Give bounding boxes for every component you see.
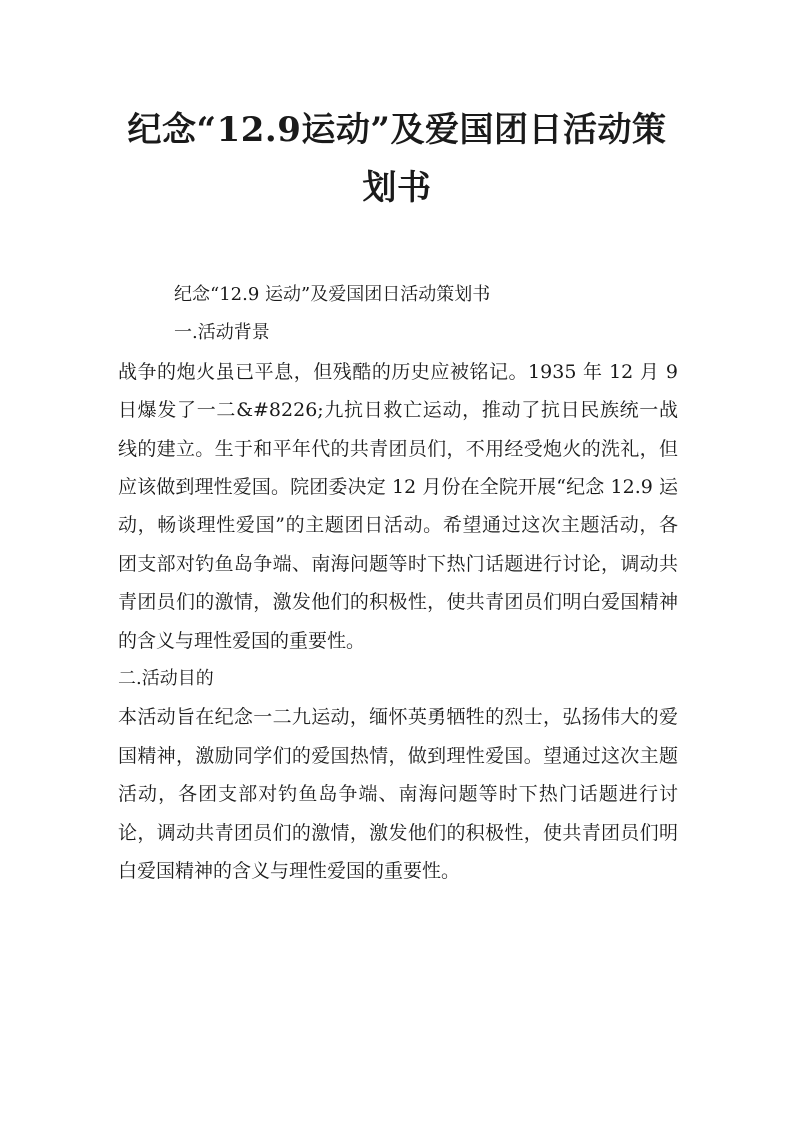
document-subtitle: 纪念“12.9 运动”及爱国团日活动策划书 — [174, 284, 491, 305]
section-2-paragraph: 本活动旨在纪念一二九运动，缅怀英勇牺牲的烈士，弘扬伟大的爱国精神，激励同学们的爱国热情，做到理性爱国。望通过这次主题活动，各团支部对钓鱼岛争端、南海问题等时下热门话题进行讨论，调动共青团员们的激情，激发他们的积极性，使共青团员们明白爱国精神的含义与理性爱国的重要性。 — [118, 706, 678, 883]
section-2-heading: 二.活动目的 — [118, 668, 214, 690]
section-1-paragraph: 战争的炮火虽已平息，但残酷的历史应被铭记。1935 年 12 月 9 日爆发了一二&#8226;九抗日救亡运动，推动了抗日民族统一战线的建立。生于和平年代的共青团员们，不用经受炮火的洗礼，但应该做到理性爱国。院团委决定 12 月份在全院开展“纪念 12.9 运动，畅谈理性爱国”的主题团日活动。希望通过这次主题活动，各团支部对钓鱼岛争端、南海问题等时下热门话题进行讨论，调动共青团员们的激情，激发他们的积极性，使共青团员们明白爱国精神的含义与理性爱国的重要性。 — [118, 360, 678, 652]
document-title-line-1: 纪念“12.9运动”及爱国团日活动策 — [127, 110, 667, 150]
document-title-line-2: 划书 — [362, 168, 432, 208]
document-body — [118, 276, 678, 891]
section-1-heading: 一.活动背景 — [174, 322, 270, 344]
